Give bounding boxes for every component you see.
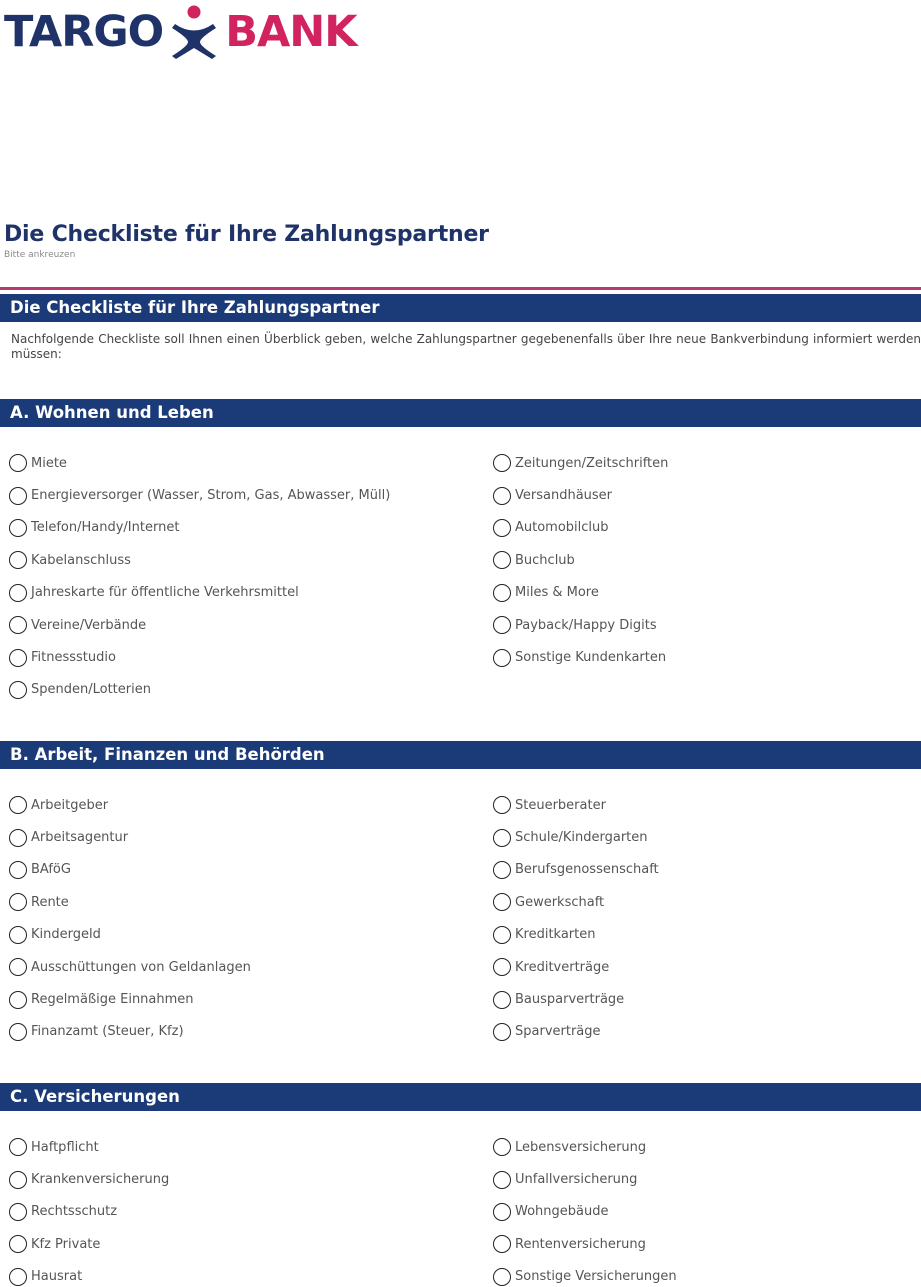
checkbox-label: Vereine/Verbände [31,617,147,633]
radio-circle-icon[interactable] [9,1268,27,1286]
checkbox-label: Krankenversicherung [31,1172,170,1188]
checkbox-item[interactable] [9,919,251,951]
radio-circle-icon[interactable] [493,861,511,879]
radio-circle-icon[interactable] [9,1171,27,1189]
radio-circle-icon[interactable] [9,519,27,537]
checkbox-item[interactable] [493,447,668,479]
radio-circle-icon[interactable] [493,584,511,602]
checkbox-label: Rechtsschutz [31,1204,118,1220]
checkbox-item[interactable] [493,951,659,983]
logo-bank-text: BANK [225,6,357,57]
checkbox-label: Spenden/Lotterien [31,682,151,698]
section-header-c: C. Versicherungen [0,1083,921,1111]
checkbox-item[interactable] [9,641,390,673]
checkbox-label: Rente [31,894,69,910]
radio-circle-icon[interactable] [493,649,511,667]
radio-circle-icon[interactable] [9,1138,27,1156]
radio-circle-icon[interactable] [9,861,27,879]
checkbox-item[interactable] [493,1228,677,1260]
checkbox-item[interactable] [9,1163,169,1195]
checkbox-label: Steuerberater [515,797,606,813]
checkbox-item[interactable] [493,1163,677,1195]
checkbox-label: Fitnessstudio [31,650,116,666]
checkbox-item[interactable] [493,854,659,886]
section-b-left-column [9,789,251,1048]
intro-text: Nachfolgende Checkliste soll Ihnen einen Überblick geben, welche Zahlungspartner gegebenenfalls über Ihre neue Bankverbindung informiert werden müssen: [11,332,921,361]
radio-circle-icon[interactable] [9,796,27,814]
checkbox-label: Arbeitsagentur [31,830,129,846]
targobank-logo [4,4,357,60]
checkbox-item[interactable] [9,577,390,609]
radio-circle-icon[interactable] [493,1138,511,1156]
checkbox-label: Telefon/Handy/Internet [31,520,180,536]
checkbox-item[interactable] [9,447,390,479]
checkbox-item[interactable] [9,854,251,886]
section-header-a: A. Wohnen und Leben [0,399,921,427]
radio-circle-icon[interactable] [493,1023,511,1041]
radio-circle-icon[interactable] [9,893,27,911]
checkbox-item[interactable] [493,1196,677,1228]
checkbox-item[interactable] [9,1016,251,1048]
radio-circle-icon[interactable] [493,991,511,1009]
checkbox-label: Berufsgenossenschaft [515,862,659,878]
section-c-left-column [9,1131,169,1287]
checkbox-label: Miete [31,455,67,471]
checkbox-item[interactable] [9,512,390,544]
radio-circle-icon[interactable] [9,551,27,569]
checkbox-label: Automobilclub [515,520,609,536]
radio-circle-icon[interactable] [9,616,27,634]
checkbox-item[interactable] [493,919,659,951]
radio-circle-icon[interactable] [9,454,27,472]
radio-circle-icon[interactable] [9,1203,27,1221]
checkbox-label: Regelmäßige Einnahmen [31,992,194,1008]
radio-circle-icon[interactable] [493,796,511,814]
radio-circle-icon[interactable] [493,551,511,569]
checkbox-item[interactable] [493,479,668,511]
checkbox-label: Gewerkschaft [515,894,605,910]
checkbox-item[interactable] [493,609,668,641]
radio-circle-icon[interactable] [9,1235,27,1253]
section-a-right-column [493,447,668,674]
checkbox-label: Energieversorger (Wasser, Strom, Gas, Abwasser, Müll) [31,488,391,504]
section-b-right-column [493,789,659,1048]
checkbox-label: Finanzamt (Steuer, Kfz) [31,1024,184,1040]
page-title: Die Checkliste für Ihre Zahlungspartner [4,222,489,247]
checkbox-label: Kabelanschluss [31,552,131,568]
checkbox-item[interactable] [9,609,390,641]
radio-circle-icon[interactable] [493,926,511,944]
checkbox-item[interactable] [9,674,390,706]
radio-circle-icon[interactable] [493,454,511,472]
checkbox-label: Rentenversicherung [515,1236,646,1252]
checkbox-item[interactable] [9,479,390,511]
checkbox-label: Lebensversicherung [515,1139,647,1155]
checkbox-item[interactable] [493,544,668,576]
checkbox-label: Kreditkarten [515,927,596,943]
checkbox-label: Miles & More [515,585,599,601]
radio-circle-icon[interactable] [493,1235,511,1253]
checkbox-item[interactable] [493,1131,677,1163]
radio-circle-icon[interactable] [9,958,27,976]
checkbox-label: Sparverträge [515,1024,601,1040]
checkbox-label: Schule/Kindergarten [515,830,648,846]
radio-circle-icon[interactable] [9,681,27,699]
radio-circle-icon[interactable] [9,584,27,602]
radio-circle-icon[interactable] [493,487,511,505]
checkbox-label: Buchclub [515,552,575,568]
checkbox-item[interactable] [493,641,668,673]
checkbox-label: Wohngebäude [515,1204,609,1220]
checkbox-label: Kindergeld [31,927,101,943]
radio-circle-icon[interactable] [9,487,27,505]
radio-circle-icon[interactable] [493,1203,511,1221]
checkbox-item[interactable] [493,821,659,853]
checklist-banner: Die Checkliste für Ihre Zahlungspartner [0,294,921,322]
checkbox-label: BAföG [31,862,71,878]
checkbox-item[interactable] [493,577,668,609]
checkbox-label: Kreditverträge [515,959,610,975]
checkbox-item[interactable] [9,1131,169,1163]
section-c-right-column [493,1131,677,1287]
checkbox-label: Arbeitgeber [31,797,109,813]
checkbox-label: Unfallversicherung [515,1172,638,1188]
checkbox-item[interactable] [9,983,251,1015]
logo-targo-text: TARGO [4,6,164,57]
checkbox-label: Ausschüttungen von Geldanlagen [31,959,251,975]
checkbox-item[interactable] [493,1016,659,1048]
checkbox-item[interactable] [9,1261,169,1287]
checkbox-label: Hausrat [31,1269,83,1285]
divider-rule [0,287,921,290]
logo-mark-icon [167,4,221,60]
checkbox-label: Sonstige Versicherungen [515,1269,677,1285]
checkbox-item[interactable] [9,1196,169,1228]
checkbox-label: Sonstige Kundenkarten [515,650,667,666]
radio-circle-icon[interactable] [493,1268,511,1286]
radio-circle-icon[interactable] [9,991,27,1009]
checkbox-label: Payback/Happy Digits [515,617,657,633]
radio-circle-icon[interactable] [9,649,27,667]
checkbox-item[interactable] [493,789,659,821]
checkbox-label: Kfz Private [31,1236,101,1252]
checkbox-item[interactable] [9,789,251,821]
page-subtitle: Bitte ankreuzen [4,250,76,260]
checkbox-label: Versandhäuser [515,488,613,504]
radio-circle-icon[interactable] [493,616,511,634]
radio-circle-icon[interactable] [9,926,27,944]
checkbox-item[interactable] [493,983,659,1015]
radio-circle-icon[interactable] [9,1023,27,1041]
checkbox-label: Zeitungen/Zeitschriften [515,455,669,471]
checkbox-item[interactable] [493,1261,677,1287]
radio-circle-icon[interactable] [493,519,511,537]
radio-circle-icon[interactable] [493,893,511,911]
checkbox-label: Haftpflicht [31,1139,99,1155]
checkbox-label: Bausparverträge [515,992,625,1008]
section-a-left-column [9,447,390,706]
section-header-b: B. Arbeit, Finanzen und Behörden [0,741,921,769]
checkbox-label: Jahreskarte für öffentliche Verkehrsmittel [31,585,299,601]
checkbox-item[interactable] [493,886,659,918]
radio-circle-icon[interactable] [493,829,511,847]
checkbox-item[interactable] [9,886,251,918]
checkbox-item[interactable] [9,821,251,853]
radio-circle-icon[interactable] [493,1171,511,1189]
checkbox-item[interactable] [9,1228,169,1260]
checkbox-item[interactable] [9,951,251,983]
checkbox-item[interactable] [493,512,668,544]
checkbox-item[interactable] [9,544,390,576]
radio-circle-icon[interactable] [493,958,511,976]
radio-circle-icon[interactable] [9,829,27,847]
